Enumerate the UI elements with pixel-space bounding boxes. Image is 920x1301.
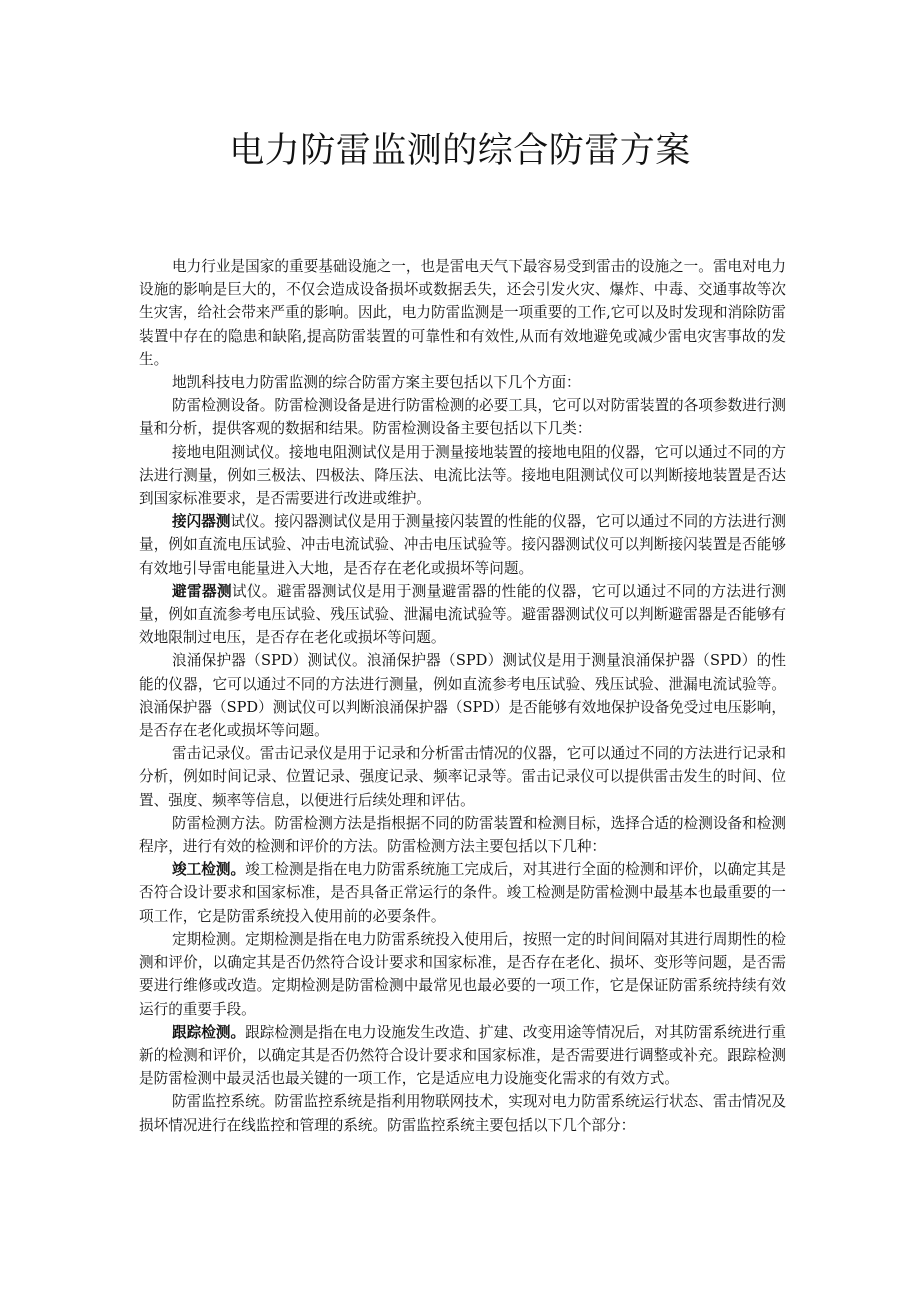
paragraph-text: 试仪。接闪器测试仪是用于测量接闪装置的性能的仪器，它可以通过不同的方法进行测量，例如直流电压试验、冲击电流试验、冲击电压试验等。接闪器测试仪可以判断接闪装置是否能够有效地引导雷电能量进入大地，是否存在老化或损坏等问题。 — [139, 513, 786, 577]
paragraph-bold-lead: 避雷器测 — [172, 582, 232, 600]
paragraph-text: 电力行业是国家的重要基础设施之一，也是雷电天气下最容易受到雷击的设施之一。雷电对电力设施的影响是巨大的，不仅会造成设备损坏或数据丢失，还会引发火灾、爆炸、中毒、交通事故等次生灾害，给社会带来严重的影响。因此，电力防雷监测是一项重要的工作,它可以及时发现和消除防雷装置中存在的隐患和缺陷,提高防雷装置的可靠性和有效性,从而有效地避免或减少雷电灾害事故的发生。 — [139, 258, 786, 368]
paragraph — [139, 858, 786, 928]
paragraph — [139, 1090, 786, 1136]
paragraph-bold-lead: 接闪器测 — [172, 513, 231, 531]
paragraph-text: 竣工检测是指在电力防雷系统施工完成后，对其进行全面的检测和评价，以确定其是否符合设计要求和国家标准，是否具备正常运行的条件。竣工检测是防雷检测中最基本也最重要的一项工作，它是防雷系统投入使用前的必要条件。 — [139, 861, 786, 925]
paragraph — [139, 255, 786, 371]
paragraph-text: 地凯科技电力防雷监测的综合防雷方案主要包括以下几个方面： — [172, 374, 581, 392]
paragraph — [139, 649, 786, 742]
paragraph-text: 接地电阻测试仪。接地电阻测试仪是用于测量接地装置的接地电阻的仪器，它可以通过不同的方法进行测量，例如三极法、四极法、降压法、电流比法等。接地电阻测试仪可以判断接地装置是否达到国家标准要求，是否需要进行改进或维护。 — [139, 443, 786, 508]
paragraph — [139, 580, 786, 650]
paragraph-text: 跟踪检测是指在电力设施发生改造、扩建、改变用途等情况后，对其防雷系统进行重新的检测和评价，以确定其是否仍然符合设计要求和国家标准，是否需要进行调整或补充。跟踪检测是防雷检测中最灵活也最关键的一项工作，它是适应电力设施变化需求的有效方式。 — [139, 1023, 786, 1088]
paragraph — [139, 510, 786, 580]
paragraph-text: 雷击记录仪。雷击记录仪是用于记录和分析雷击情况的仪器，它可以通过不同的方法进行记录和分析，例如时间记录、位置记录、强度记录、频率记录等。雷击记录仪可以提供雷击发生的时间、位置、强度、频率等信息，以便进行后续处理和评估。 — [139, 745, 786, 809]
paragraph — [139, 928, 786, 1021]
paragraph — [139, 1021, 786, 1091]
paragraph-text: 防雷监控系统。防雷监控系统是指利用物联网技术，实现对电力防雷系统运行状态、雷击情况及损坏情况进行在线监控和管理的系统。防雷监控系统主要包括以下几个部分： — [139, 1093, 786, 1134]
paragraph-bold-lead: 竣工检测。 — [172, 861, 246, 879]
document-body — [139, 255, 786, 1137]
paragraph-text: 防雷检测设备。防雷检测设备是进行防雷检测的必要工具，它可以对防雷装置的各项参数进行测量和分析，提供客观的数据和结果。防雷检测设备主要包括以下几类： — [139, 397, 786, 438]
paragraph-text: 定期检测。定期检测是指在电力防雷系统投入使用后，按照一定的时间间隔对其进行周期性的检测和评价，以确定其是否仍然符合设计要求和国家标准，是否存在老化、损坏、变形等问题，是否需要进行维修或改造。定期检测是防雷检测中最常见也最必要的一项工作，它是保证防雷系统持续有效运行的重要手段。 — [139, 930, 786, 1018]
paragraph — [139, 394, 786, 440]
paragraph-bold-lead: 跟踪检测。 — [172, 1023, 246, 1041]
paragraph-text: 浪涌保护器（SPD）测试仪。浪涌保护器（SPD）测试仪是用于测量浪涌保护器（SPD）的性能的仪器，它可以通过不同的方法进行测量，例如直流参考电压试验、残压试验、泄漏电流试验等。浪涌保护器（SPD）测试仪可以判断浪涌保护器（SPD）是否能够有效地保护设备免受过电压影响，是否存在老化或损坏等问题。 — [139, 652, 786, 740]
paragraph-text: 防雷检测方法。防雷检测方法是指根据不同的防雷装置和检测目标，选择合适的检测设备和检测程序，进行有效的检测和评价的方法。防雷检测方法主要包括以下几种： — [139, 814, 786, 856]
paragraph — [139, 371, 786, 394]
paragraph — [139, 812, 786, 858]
paragraph-text: 试仪。避雷器测试仪是用于测量避雷器的性能的仪器，它可以通过不同的方法进行测量，例如直流参考电压试验、残压试验、泄漏电流试验等。避雷器测试仪可以判断避雷器是否能够有效地限制过电压，是否存在老化或损坏等问题。 — [139, 582, 786, 647]
paragraph — [139, 441, 786, 511]
paragraph — [139, 742, 786, 812]
document-title: 电力防雷监测的综合防雷方案 — [229, 131, 691, 171]
